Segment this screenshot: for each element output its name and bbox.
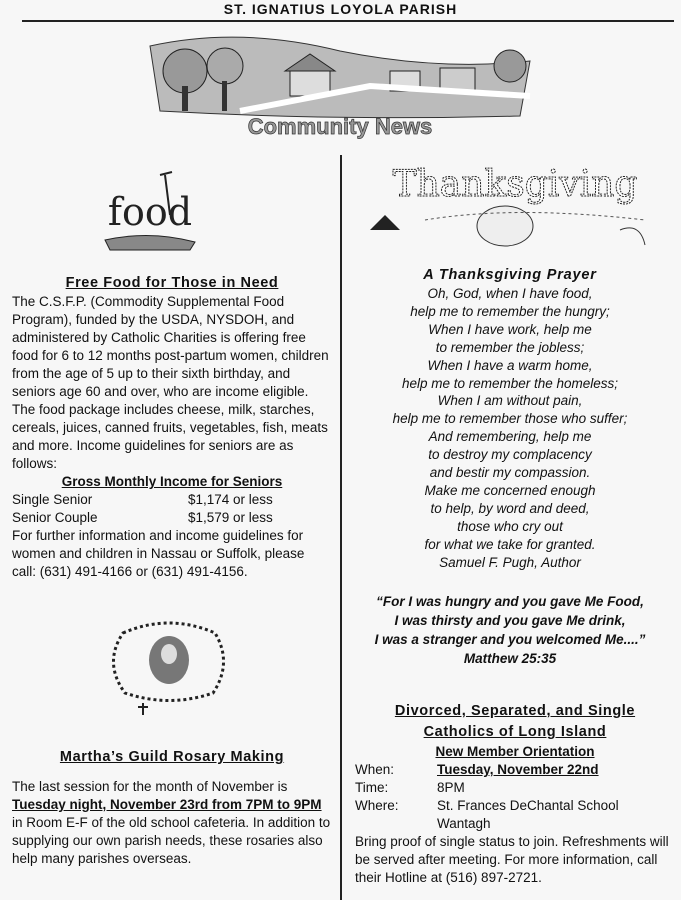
- dsc-title-1: Divorced, Separated, and Single: [394, 703, 636, 719]
- rosary-body: in Room E-F of the old school cafeteria. In addition to supplying our own parish needs, these rosaries also help many parishes overseas.: [12, 815, 331, 866]
- scripture-quote: [345, 592, 675, 668]
- prayer-line: When I have work, help me: [428, 321, 592, 337]
- thanksgiving-logo: [365, 160, 660, 252]
- prayer-line: those who cry out: [457, 518, 563, 534]
- dsc-section: [355, 701, 675, 887]
- food-illustration: [100, 170, 200, 252]
- rosary-illustration: [103, 618, 235, 716]
- quote-citation: Matthew 25:35: [463, 651, 557, 666]
- prayer-line: Make me concerned enough: [424, 482, 596, 498]
- prayer-line: to destroy my complacency: [428, 447, 592, 463]
- rosary-date: Tuesday night, November 23rd from 7PM to 9PM: [12, 797, 322, 812]
- prayer-line: When I have a warm home,: [427, 357, 593, 373]
- time-value: 8PM: [437, 780, 465, 795]
- income-row: [12, 509, 332, 527]
- income-label: Single Senior: [12, 492, 93, 507]
- when-value: Tuesday, November 22nd: [437, 762, 599, 777]
- rosary-image: [103, 618, 235, 716]
- prayer-line: help me to remember the homeless;: [401, 375, 619, 391]
- time-label: Time:: [355, 780, 389, 795]
- dsc-subtitle: New Member Orientation: [435, 744, 595, 759]
- food-logo: [100, 170, 200, 252]
- dsc-body: Bring proof of single status to join. Refreshments will be served after meeting. For more information, call their Hotline at (516) 897-2721.: [355, 834, 669, 885]
- where-value: St. Frances DeChantal School: [437, 798, 619, 813]
- rosary-intro: The last session for the month of November is: [12, 779, 288, 794]
- prayer-line: and bestir my compassion.: [429, 465, 591, 481]
- prayer-line: for what we take for granted.: [424, 536, 596, 552]
- when-label: When:: [355, 762, 395, 777]
- prayer-line: Oh, God, when I have food,: [427, 286, 593, 301]
- community-news-banner: [140, 26, 540, 141]
- thanksgiving-illustration: [365, 160, 660, 252]
- banner-title: Community News: [247, 114, 433, 139]
- prayer-line: When I am without pain,: [437, 393, 583, 409]
- quote-line: I was a stranger and you welcomed Me....”: [374, 632, 646, 647]
- prayer-line: And remembering, help me: [428, 429, 592, 445]
- prayer-text: [345, 285, 675, 572]
- svg-text:Thanksgiving: Thanksgiving: [392, 164, 638, 205]
- where-label: Where:: [355, 798, 399, 813]
- where-town: Wantagh: [437, 816, 491, 831]
- income-value: $1,174 or less: [188, 492, 273, 507]
- food-footer: For further information and income guidelines for women and children in Nassau or Suffolk, please call: (631) 491-4166 or (631) 491-4156.: [12, 528, 305, 579]
- village-illustration: [140, 26, 540, 141]
- quote-line: “For I was hungry and you gave Me Food,: [376, 594, 644, 609]
- column-divider: [340, 155, 342, 900]
- income-label: Senior Couple: [12, 510, 98, 525]
- rosary-section: [12, 748, 332, 868]
- income-table-title: Gross Monthly Income for Seniors: [61, 474, 283, 489]
- prayer-line: to remember the jobless;: [435, 339, 585, 355]
- food-title: Free Food for Those in Need: [65, 275, 279, 291]
- dsc-title-2: Catholics of Long Island: [423, 724, 607, 740]
- parish-name: ST. IGNATIUS LOYOLA PARISH: [223, 1, 458, 17]
- svg-text:food: food: [107, 190, 193, 234]
- prayer-author: Samuel F. Pugh, Author: [439, 554, 581, 570]
- prayer-line: help me to remember the hungry;: [410, 303, 610, 319]
- prayer-line: to help, by word and deed,: [430, 500, 590, 516]
- income-value: $1,579 or less: [188, 510, 273, 525]
- prayer-line: help me to remember those who suffer;: [392, 411, 628, 427]
- prayer-title: A Thanksgiving Prayer: [423, 267, 597, 283]
- rosary-title: Martha’s Guild Rosary Making: [59, 749, 285, 765]
- prayer-section: [345, 267, 675, 572]
- quote-line: I was thirsty and you gave Me drink,: [394, 613, 626, 628]
- food-body: The C.S.F.P. (Commodity Supplemental Food Program), funded by the USDA, NYSDOH, and administered by Catholic Charities is offering free food for 6 to 12 months post-partum women, children from the age of 5 up to their sixth birthday, and seniors age 60 and over, who are income eligible. The food package includes cheese, milk, starches, cereals, juices, canned fruits, vegetables, fish, meats and more. Income guidelines for seniors are as follows:: [12, 294, 329, 471]
- food-section: [12, 274, 332, 581]
- header-rule: [22, 20, 674, 22]
- income-row: [12, 491, 332, 509]
